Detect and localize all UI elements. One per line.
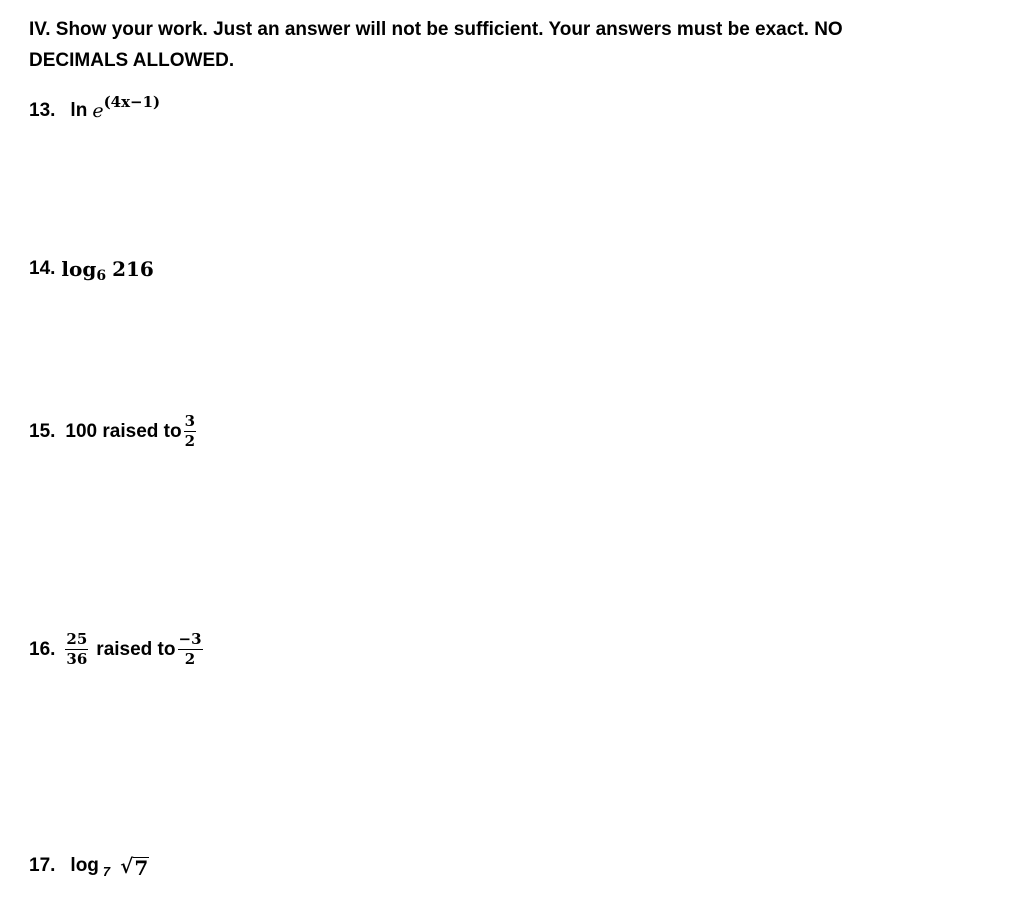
problem-number: 16. bbox=[29, 638, 56, 660]
log-function: log bbox=[70, 855, 99, 876]
problem-text: raised to bbox=[96, 638, 176, 660]
problem-number: 17. bbox=[29, 855, 56, 876]
problem-number: 15. bbox=[29, 420, 56, 442]
fraction-numerator: 3 bbox=[184, 412, 196, 430]
exponent-fraction bbox=[178, 632, 203, 667]
ln-function: ln bbox=[70, 100, 88, 121]
problem-17 bbox=[29, 854, 149, 878]
fraction-numerator: 25 bbox=[66, 630, 88, 648]
instructions-line-2: DECIMALS ALLOWED. bbox=[29, 50, 235, 71]
problem-15 bbox=[29, 414, 198, 449]
fraction-denominator: 2 bbox=[184, 432, 196, 450]
exponent: (4x−1) bbox=[103, 93, 161, 111]
radicand: 7 bbox=[134, 856, 149, 880]
base-fraction bbox=[65, 632, 88, 667]
problem-number: 14. bbox=[29, 258, 56, 279]
radical-sign-icon: √ bbox=[120, 854, 134, 878]
instructions-line-1: IV. Show your work. Just an answer will not be sufficient. Your answers must be exact. NO bbox=[29, 19, 843, 40]
log-function: log bbox=[61, 257, 97, 281]
problem-text: 100 raised to bbox=[65, 420, 182, 442]
problem-16 bbox=[29, 632, 205, 667]
square-root bbox=[120, 854, 149, 878]
fraction-numerator: −3 bbox=[178, 630, 202, 648]
log-argument: 216 bbox=[112, 257, 154, 281]
problem-number: 13. bbox=[29, 100, 56, 121]
fraction-denominator: 2 bbox=[184, 650, 196, 668]
problem-13 bbox=[29, 93, 161, 122]
log-base: 6 bbox=[96, 268, 107, 284]
fraction-denominator: 36 bbox=[66, 650, 88, 668]
exponent-fraction bbox=[184, 414, 196, 449]
problem-14 bbox=[29, 257, 154, 284]
log-base: 7 bbox=[102, 863, 111, 879]
base-e: e bbox=[92, 100, 104, 122]
